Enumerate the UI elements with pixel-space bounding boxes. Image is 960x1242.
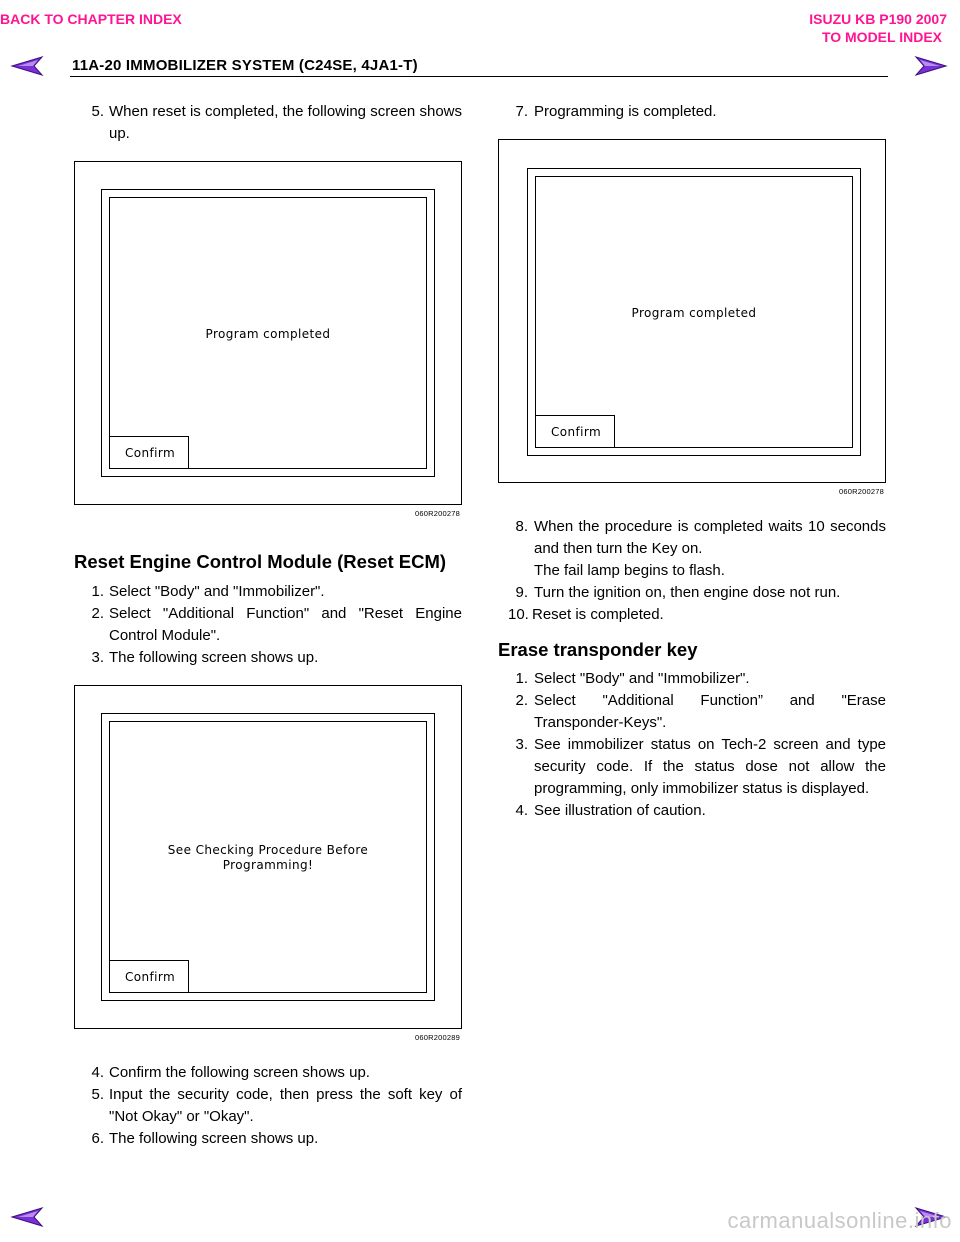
step-number: 3. [91, 649, 104, 666]
step-number: 1. [91, 583, 104, 600]
erase-step-3 [512, 734, 886, 800]
section-heading-reset-ecm: Reset Engine Control Module (Reset ECM) [74, 551, 447, 572]
figure-program-completed-right [498, 139, 886, 483]
reset-ecm-step-5 [88, 1084, 462, 1128]
confirm-softkey[interactable]: Confirm [109, 436, 189, 469]
step-number: 4. [515, 802, 528, 819]
tech2-bezel [527, 168, 861, 456]
step-text: Reset is completed. [532, 606, 664, 623]
tech2-bezel [101, 189, 435, 477]
to-model-index-link[interactable]: TO MODEL INDEX [821, 29, 942, 45]
step-text: The following screen shows up. [109, 1130, 319, 1147]
figure-checking-procedure [74, 685, 462, 1029]
step-number: 2. [515, 692, 528, 709]
step-text: When reset is completed, the following screen shows up. [109, 103, 462, 142]
step-number: 9. [515, 584, 528, 601]
screen-message: Program completed [631, 306, 757, 320]
tech2-bezel [101, 713, 435, 1001]
screen-message: Program completed [205, 327, 331, 341]
step-number: 3. [515, 736, 528, 753]
screen-message-line-2: Programming! [222, 858, 314, 872]
step-number: 2. [91, 605, 104, 622]
erase-step-1 [512, 668, 886, 690]
figure-program-completed-left [74, 161, 462, 505]
screen-message-line-1: See Checking Procedure Before [167, 843, 369, 857]
confirm-softkey[interactable]: Confirm [109, 960, 189, 993]
step-number: 6. [91, 1130, 104, 1147]
section-heading-erase-transponder: Erase transponder key [498, 639, 698, 660]
step-number: 1. [515, 670, 528, 687]
figure-code: 060R200278 [415, 509, 460, 518]
step-number: 5. [91, 103, 104, 120]
right-step-9 [508, 582, 886, 604]
step-text: See immobilizer status on Tech-2 screen and type security code. If the status dose not allow the programming, only immobilizer status is displayed. [534, 736, 886, 797]
right-step-10 [508, 604, 886, 626]
step-text: Input the security code, then press the soft key of "Not Okay" or "Okay". [109, 1086, 462, 1125]
step-number: 8. [515, 518, 528, 535]
reset-ecm-step-6 [88, 1128, 462, 1150]
next-page-arrow-icon[interactable] [914, 55, 948, 77]
reset-ecm-step-1 [88, 581, 462, 603]
site-watermark: carmanualsonline.info [727, 1208, 952, 1233]
step-text: Select "Additional Function" and "Reset Engine Control Module". [109, 605, 462, 644]
reset-ecm-step-3 [88, 647, 462, 669]
tech2-screen [109, 721, 427, 993]
tech2-screen [535, 176, 853, 448]
step-number: 10. [508, 606, 529, 623]
step-number: 7. [515, 103, 528, 120]
back-to-chapter-index-link[interactable]: BACK TO CHAPTER INDEX [0, 11, 182, 27]
figure-code: 060R200289 [415, 1033, 460, 1042]
reset-ecm-step-2 [88, 603, 462, 647]
step-number: 5. [91, 1086, 104, 1103]
confirm-softkey[interactable]: Confirm [535, 415, 615, 448]
right-step-7 [512, 101, 886, 123]
tech2-screen [109, 197, 427, 469]
step-text: The fail lamp begins to flash. [534, 562, 725, 579]
step-text: Confirm the following screen shows up. [109, 1064, 370, 1081]
step-text: Select "Body" and "Immobilizer". [109, 583, 325, 600]
previous-page-arrow-icon[interactable] [10, 55, 44, 77]
reset-ecm-step-4 [88, 1062, 462, 1084]
step-text: The following screen shows up. [109, 649, 319, 666]
step-text: Select "Body" and "Immobilizer". [534, 670, 750, 687]
step-text: Turn the ignition on, then engine dose not run. [534, 584, 841, 601]
step-text: Programming is completed. [534, 103, 717, 120]
erase-step-4 [512, 800, 886, 822]
step-text: When the procedure is completed waits 10 seconds and then turn the Key on. [534, 518, 886, 557]
step-text: See illustration of caution. [534, 802, 706, 819]
previous-page-arrow-bottom-icon[interactable] [10, 1206, 44, 1228]
step-text: Select "Additional Function” and "Erase Transponder-Keys". [534, 692, 886, 731]
step-number: 4. [91, 1064, 104, 1081]
header-divider [70, 76, 888, 77]
page-header-title: 11A-20 IMMOBILIZER SYSTEM (C24SE, 4JA1-T) [72, 57, 418, 74]
erase-step-2 [512, 690, 886, 734]
right-step-8-note [508, 560, 886, 582]
figure-code: 060R200278 [839, 487, 884, 496]
model-title-link[interactable]: ISUZU KB P190 2007 [809, 11, 947, 27]
right-step-8 [508, 516, 886, 560]
left-step-5 [88, 101, 462, 145]
